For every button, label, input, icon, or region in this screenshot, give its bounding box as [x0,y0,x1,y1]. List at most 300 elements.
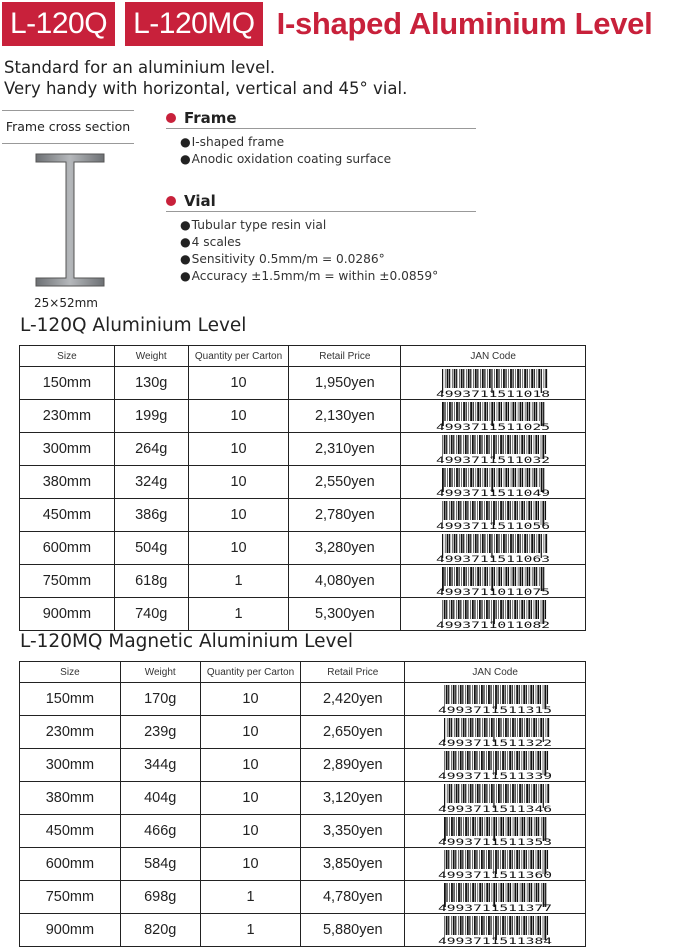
barcode-bar [513,402,515,421]
barcode-bar [446,685,448,704]
barcode-bar [447,718,448,737]
barcode-bar [525,567,526,586]
barcode-bar [522,751,523,770]
barcode-bar [530,534,531,553]
barcode-bar [515,718,516,737]
barcode-bar [489,817,490,836]
barcode-bar [536,883,538,902]
jan-code-text: 4993711511360 [438,870,553,879]
barcode-bar [522,817,524,836]
barcode-bar [488,916,490,935]
barcode-bar [470,369,471,388]
barcode-bar [534,468,536,487]
price-cell: 2,420yen [301,683,405,716]
barcode-bar [470,435,471,454]
jan-code-text: 4993711511063 [436,554,551,563]
vial-heading [166,191,476,212]
barcode-bar [515,402,516,421]
jan-barcode [436,750,554,780]
barcode-bar [499,369,500,388]
barcode-bar [484,369,485,388]
price-cell: 4,080yen [289,565,401,598]
barcode-bar [534,817,535,836]
barcode-bar [501,369,502,388]
table-row [20,532,586,565]
barcode-bar [474,916,476,935]
bullet-dot-icon [166,113,176,123]
barcode-bar [465,435,467,454]
barcode-bar [487,534,488,553]
size-cell: 380mm [20,466,115,499]
barcode-bar [503,369,505,388]
barcode-bar [537,850,539,869]
barcode-bar [540,784,542,803]
quantity-cell: 1 [188,598,289,631]
barcode-bar [489,600,490,619]
barcode-bar [479,850,480,869]
barcode-bar [514,600,516,619]
barcode-bar [506,600,507,619]
frame-section [166,108,476,168]
barcode-bar [496,600,497,619]
barcode-bar [472,435,474,454]
barcode-bar [488,751,490,770]
barcode-bar [453,435,454,454]
jan-code-text: 4993711511025 [436,422,551,431]
barcode-bar [511,567,512,586]
barcode-bar [508,567,509,586]
barcode-bar [445,369,446,388]
barcode-bar [502,916,504,935]
barcode-bar [529,916,530,935]
barcode-bar [517,534,519,553]
barcode-bar [537,916,539,935]
barcode-bar [463,435,464,454]
vial-list [180,217,476,285]
barcode-bar [518,567,519,586]
barcode-bar [536,600,538,619]
barcode-bar [536,468,537,487]
barcode-bar [467,916,469,935]
barcode-bar [496,817,497,836]
jan-barcode [436,684,554,714]
price-table-l120q [19,345,586,631]
barcode-bar [536,567,537,586]
barcode-bar [477,567,479,586]
barcode-bar [532,468,533,487]
table-row [20,466,586,499]
barcode-bar [506,567,508,586]
frame-heading-text: Frame [184,109,237,127]
barcode-bar [508,369,509,388]
barcode-bar [506,468,508,487]
size-cell: 150mm [20,683,121,716]
jan-code-cell [405,914,586,947]
barcode-bar [477,402,479,421]
barcode-bar [473,402,474,421]
barcode-bar [486,501,488,520]
barcode-bar [458,685,459,704]
barcode-bar [531,369,533,388]
barcode-bar [465,784,466,803]
jan-code-cell [401,499,586,532]
jan-code-text: 4993711511049 [436,488,551,497]
size-cell: 750mm [20,881,121,914]
price-cell: 4,780yen [301,881,405,914]
barcode-bar [463,501,464,520]
barcode-bar [512,850,513,869]
barcode-bar [470,534,471,553]
barcode-bar [524,600,525,619]
barcode-bar [482,435,483,454]
barcode-bar [449,817,450,836]
barcode-bar [517,718,518,737]
weight-cell: 239g [120,716,200,749]
barcode-bar [449,600,450,619]
barcode-bar [446,850,448,869]
barcode-bar [524,435,525,454]
barcode-bar [490,567,491,586]
barcode-bar [482,600,483,619]
barcode-bar [531,883,532,902]
barcode-bar [484,567,486,586]
barcode-bar [470,402,472,421]
barcode-bar [486,817,488,836]
barcode-bar [460,501,461,520]
barcode-bar [449,718,451,737]
barcode-bar [479,883,481,902]
barcode-bar [508,850,509,869]
barcode-bar [482,784,483,803]
barcode-bar [505,685,506,704]
barcode-bar [446,600,447,619]
jan-code-cell [405,848,586,881]
barcode-bar [510,369,512,388]
barcode-bar [476,402,477,421]
barcode-bar [483,751,484,770]
price-cell: 3,280yen [289,532,401,565]
quantity-cell: 10 [188,466,289,499]
barcode-bar [456,435,457,454]
quantity-cell: 10 [188,433,289,466]
barcode-bar [523,850,525,869]
barcode-bar [471,883,472,902]
col-header-jan: JAN Code [401,346,586,367]
barcode-bar [472,751,473,770]
barcode-bar [533,718,535,737]
price-cell: 2,780yen [289,499,401,532]
barcode-bar [520,600,521,619]
barcode-bar [475,883,476,902]
barcode-bar [523,751,525,770]
barcode-bar [525,718,526,737]
barcode-bar [469,685,470,704]
barcode-bar [454,468,455,487]
barcode-bar [483,468,484,487]
barcode-bar [512,751,513,770]
barcode-bar [531,817,532,836]
barcode-bar [455,751,456,770]
barcode-bar [515,751,516,770]
barcode-bar [484,468,486,487]
barcode-bar [452,468,453,487]
barcode-bar [520,435,521,454]
barcode-bar [510,534,512,553]
barcode-bar [483,916,484,935]
barcode-bar [502,685,504,704]
jan-barcode [434,599,552,629]
jan-code-cell [401,466,586,499]
quantity-cell: 10 [188,499,289,532]
barcode-bar [484,435,485,454]
bullet-dot-icon [166,196,176,206]
barcode-bar [453,916,455,935]
barcode-bar [453,501,454,520]
col-header-price: Retail Price [289,346,401,367]
barcode-bar [476,468,477,487]
jan-code-cell [401,400,586,433]
barcode-bar [480,567,481,586]
size-cell: 750mm [20,565,115,598]
barcode-bar [453,850,455,869]
weight-cell: 404g [120,782,200,815]
barcode-bar [489,369,491,388]
price-cell: 2,310yen [289,433,401,466]
quantity-cell: 10 [200,848,301,881]
barcode-bar [536,784,537,803]
barcode-bar [496,501,497,520]
barcode-bar [472,883,474,902]
table-row [20,499,586,532]
barcode-bar [482,718,483,737]
weight-cell: 324g [114,466,188,499]
price-cell: 3,850yen [301,848,405,881]
barcode-bar [503,600,504,619]
barcode-bar [536,916,537,935]
barcode-bar [492,883,493,902]
barcode-bar [463,534,464,553]
barcode-bar [538,534,540,553]
jan-code-cell [401,367,586,400]
barcode-bar [460,435,461,454]
barcode-bar [446,751,448,770]
barcode-bar [499,534,500,553]
barcode-bar [455,916,456,935]
barcode-bar [540,685,541,704]
barcode-bar [456,468,458,487]
price-cell: 3,120yen [301,782,405,815]
barcode-bar [523,685,525,704]
col-header-quantity: Quantity per Carton [188,346,289,367]
barcode-bar [476,567,477,586]
barcode-bar [484,501,485,520]
barcode-bar [505,718,507,737]
barcode-bar [496,883,497,902]
barcode-bar [522,850,523,869]
barcode-bar [466,402,467,421]
quantity-cell: 10 [200,683,301,716]
barcode-bar [480,534,481,553]
barcode-bar [506,369,507,388]
barcode-bar [448,751,449,770]
barcode-bar [538,369,540,388]
vial-heading-text: Vial [184,192,216,210]
jan-barcode [434,500,552,530]
quantity-cell: 10 [200,815,301,848]
table-row [20,433,586,466]
barcode-bar [453,600,454,619]
jan-code-cell [401,433,586,466]
barcode-bar [459,369,460,388]
barcode-bar [517,435,518,454]
barcode-bar [461,534,463,553]
barcode-bar [512,916,513,935]
barcode-bar [484,718,486,737]
barcode-bar [449,784,451,803]
barcode-bar [462,567,463,586]
barcode-bar [488,685,490,704]
intro-text [4,57,407,99]
barcode-bar [465,600,467,619]
barcode-bar [483,850,484,869]
barcode-bar [471,817,472,836]
barcode-bar [517,600,518,619]
barcode-bar [498,850,499,869]
barcode-bar [510,718,511,737]
page-title: I-shaped Aluminium Level [276,6,653,41]
weight-cell: 264g [114,433,188,466]
barcode-bar [496,435,497,454]
barcode-bar [462,402,463,421]
barcode-bar [529,751,530,770]
barcode-bar [519,784,521,803]
barcode-bar [534,600,535,619]
barcode-bar [521,600,523,619]
barcode-bar [483,567,484,586]
barcode-bar [456,600,457,619]
barcode-bar [462,916,463,935]
barcode-bar [504,567,505,586]
table-row [20,400,586,433]
barcode-bar [515,468,516,487]
barcode-bar [447,534,449,553]
barcode-bar [500,883,502,902]
barcode-bar [500,685,501,704]
barcode-bar [539,567,540,586]
barcode-bar [466,369,467,388]
barcode-bar [500,600,502,619]
barcode-bar [477,600,478,619]
intro-line-1: Standard for an aluminium level. [4,58,276,77]
table-row [20,914,586,947]
barcode-bar [506,817,507,836]
barcode-bar [521,435,523,454]
barcode-bar [510,501,511,520]
vial-item: ● 4 scales [180,234,476,251]
barcode-bar [541,883,542,902]
barcode-bar [465,916,466,935]
barcode-bar [520,817,521,836]
barcode-bar [452,402,453,421]
barcode-bar [462,685,463,704]
barcode-bar [506,883,507,902]
barcode-bar [498,916,499,935]
cross-section-dimension: 25×52mm [34,296,98,310]
jan-code-text: 4993711511339 [438,771,553,780]
col-header-quantity: Quantity per Carton [200,662,301,683]
barcode-bar [520,369,521,388]
weight-cell: 584g [120,848,200,881]
barcode-bar [486,850,487,869]
barcode-bar [516,850,518,869]
barcode-bar [546,784,547,803]
col-header-size: Size [20,662,121,683]
barcode-bar [514,501,516,520]
barcode-bar [476,685,477,704]
jan-barcode [434,368,552,398]
price-cell: 3,350yen [301,815,405,848]
barcode-bar [510,600,511,619]
barcode-bar [474,600,475,619]
jan-barcode [434,533,552,563]
barcode-bar [529,850,530,869]
barcode-bar [472,718,473,737]
price-cell: 2,130yen [289,400,401,433]
barcode-bar [524,534,526,553]
barcode-bar [470,718,472,737]
barcode-bar [476,751,477,770]
barcode-bar [524,369,526,388]
barcode-bar [494,534,495,553]
jan-code-text: 4993711511353 [438,837,553,846]
barcode-bar [496,718,497,737]
barcode-bar [539,718,540,737]
table-b-title: L-120MQ Magnetic Aluminium Level [20,631,353,652]
barcode-bar [449,883,450,902]
barcode-bar [458,916,459,935]
barcode-bar [477,501,478,520]
barcode-bar [520,567,522,586]
barcode-bar [469,468,470,487]
barcode-bar [517,883,518,902]
barcode-bar [456,369,457,388]
barcode-bar [536,501,538,520]
jan-code-text: 4993711511032 [436,455,551,464]
barcode-bar [534,567,536,586]
barcode-bar [445,402,446,421]
vial-item: ● Accuracy ±1.5mm/m = within ±0.0859° [180,268,476,285]
jan-barcode [436,783,554,813]
barcode-bar [533,685,534,704]
barcode-bar [513,534,514,553]
barcode-bar [519,751,520,770]
barcode-bar [522,468,523,487]
barcode-bar [531,435,532,454]
barcode-bar [458,850,459,869]
table-row [20,815,586,848]
barcode-bar [489,534,491,553]
barcode-bar [477,468,479,487]
barcode-bar [508,402,509,421]
jan-code-text: 4993711511377 [438,903,553,912]
barcode-bar [472,916,473,935]
barcode-bar [454,883,455,902]
jan-barcode [434,401,552,431]
barcode-bar [522,916,523,935]
barcode-bar [491,751,492,770]
table-row [20,565,586,598]
table-row [20,683,586,716]
